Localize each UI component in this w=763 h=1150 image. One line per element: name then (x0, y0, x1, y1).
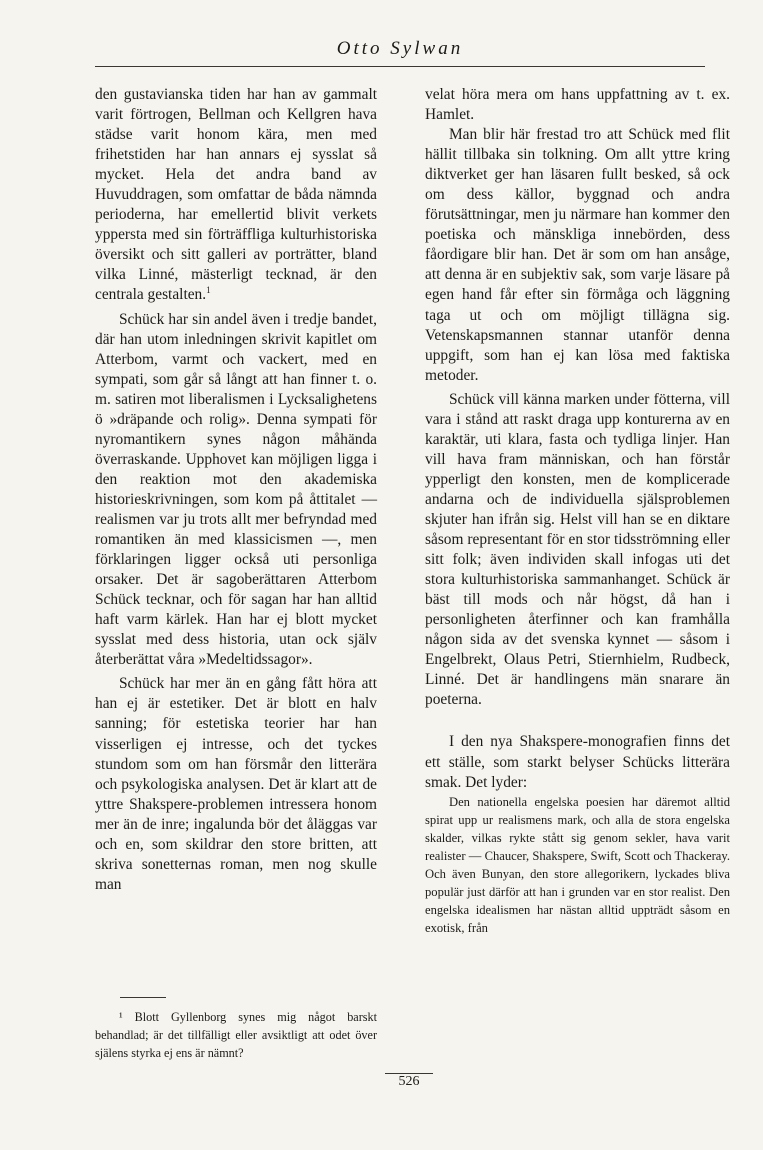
left-paragraph-1-text: den gustavianska tiden har han av gammalt varit förtrogen, Bellman och Kellgren hava städse varit honom kära, men med frihetstiden har han annars ej sysslat så mycket. Hela det andra band av Huvuddragen, som omfattar de båda nämnda perioderna, har emellertid blivit verkets yppersta med sin förträffliga kulturhistoriska översikt och sitt galleri av porträtter, bland vilka Linné, mästerligt tecknad, är den centrala gestalten. (95, 86, 377, 304)
footnote: ¹ Blott Gyllenborg synes mig något barskt behandlad; är det tillfälligt eller avsiktligt att odet över själens styrka ej ens är nämnt? (95, 1010, 377, 1060)
left-paragraph-1 (95, 85, 377, 306)
page-number: 526 (398, 1074, 420, 1089)
footnote-rule (120, 997, 166, 998)
right-paragraph-2: Man blir här frestad tro att Schück med flit hällit tillbaka sin tolkning. Om allt yttre kring diktverket ger han läsaren fullt besked, så ock om dess källor, byggnad och andra förutsättningar, men ju närmare han kommer den poetiska och mänskliga innebörden, dess fåordigare blir han. Det är som om han ansåge, att denna är en subjektiv sak, som varje läsare på egen hand får efter sin förmåga och läggning taga ut och om möjligt tillägna sig. Vetenskapsmannen stannar utanför denna uppgift, som han ej kan lösa med faktiska metoder. (425, 126, 730, 384)
right-paragraph-4: I den nya Shakspere-monografien finns det ett ställe, som starkt belyser Schücks litterära smak. Det lyder: (425, 733, 730, 791)
left-column (95, 85, 377, 895)
right-paragraph-1: velat höra mera om hans uppfattning av t. ex. Hamlet. (425, 86, 730, 124)
right-paragraph-3: Schück vill känna marken under fötterna, vill vara i stånd att raskt draga upp konturerna av en karaktär, uti klara, fasta och tydliga linjer. Han vill hava fram människan, och han förstår ypperligt den konsten, men de komplicerade andarna och de individuella själsproblemen skjuter han ifrån sig. Helst vill han se en diktare såsom representant för en stor tidsströmning eller sitt folk; även individen skall infogas uti det stora kulturhistoriska sammanhanget. Schück är bäst till mods och når högst, då han i personligheten återfinner och kan framhålla någon sida av det svenska kynnet — såsom i Engelbrekt, Olaus Petri, Stiernhielm, Rudbeck, Linné. Det är handlingens män snarare än poeterna. (425, 390, 730, 709)
left-paragraph-3: Schück har mer än en gång fått höra att han ej är estetiker. Det är blott en halv sanning; för estetiska teorier har han visserligen ej intresse, och det tyckes stundom som om han försmår den litterära och psykologiska analysen. Det är klart att de yttre Shakspere-problemen intressera honom mer än de inre; ingalunda bör det åläggas var och en, som skildrar den store britten, att skriva sonetternas roman, men nog skulle man (95, 675, 377, 893)
right-column (425, 85, 730, 937)
left-paragraph-2: Schück har sin andel även i tredje bandet, där han utom inledningen skrivit kapitlet om Atterbom, varmt och vackert, med en sympati, som går så långt att han finner t. o. m. satiren mot liberalismen i Lycksalighetens ö »dräpande och rolig». Denna sympati för nyromantikern synes någon måhända överraskande. Upphovet kan möjligen ligga i den reaktion mot den akademiska historieskrivningen, som kom på åttitalet — realismen var ju trots allt mer befryndad med romantiken än med klassicismen —, men förklaringen ligger också uti personliga orsaker. Det är sagoberättaren Atterbom Schück tecknar, och för sagan har han alltid haft varm kärlek. Han har ej blott mycket sysslat med dess historia, utan ock själv återberättat våra »Medeltidssagor». (95, 310, 377, 669)
footnote-reference: 1 (206, 285, 211, 296)
running-header: Otto Sylwan (336, 38, 464, 59)
header-rule (95, 66, 705, 67)
block-quote: Den nationella engelska poesien har däremot alltid spirat upp ur realismens mark, och alla de stora engelska skalder, vilkas rykte stått sig genom sekler, hava varit realister — Chaucer, Shakspere, Swift, Scott och Thackeray. Och även Bunyan, den store allegorikern, lyckades bliva populär just därför att han i grunden var en stor realist. Den engelska idealismen har nästan alltid uppträdt såsom en exotisk, från (425, 794, 730, 936)
